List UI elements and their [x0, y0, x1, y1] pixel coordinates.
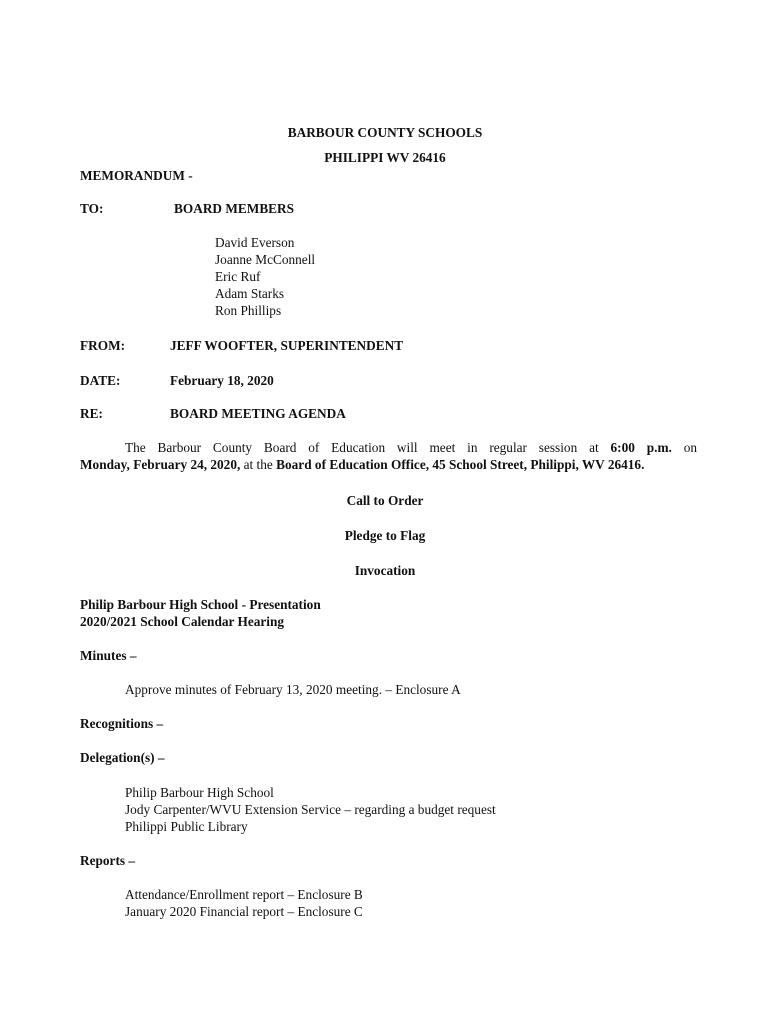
intro-line-2: [80, 456, 697, 473]
delegations-heading: Delegation(s) –: [80, 750, 165, 765]
from-label: FROM:: [80, 338, 126, 353]
meeting-date: Monday, February 24, 2020,: [80, 457, 241, 472]
report-item: Attendance/Enrollment report – Enclosure B: [125, 887, 363, 902]
intro-text: at the: [240, 457, 277, 472]
reports-heading: Reports –: [80, 853, 136, 868]
invocation: Invocation: [354, 563, 416, 578]
recognitions-heading: Recognitions –: [80, 716, 164, 731]
date-label: DATE:: [80, 373, 121, 388]
call-to-order: Call to Order: [346, 493, 424, 508]
board-member-list: [215, 234, 315, 319]
org-city: PHILIPPI WV 26416: [324, 150, 446, 165]
intro-text: The Barbour County Board of Education will meet in regular session at: [125, 440, 611, 455]
to-value: BOARD MEMBERS: [174, 201, 295, 216]
pledge-to-flag: Pledge to Flag: [344, 528, 426, 543]
minutes-heading: Minutes –: [80, 648, 137, 663]
minutes-item: Approve minutes of February 13, 2020 meeting. – Enclosure A: [125, 682, 461, 697]
report-item: January 2020 Financial report – Enclosure C: [125, 904, 363, 919]
to-label: TO:: [80, 201, 104, 216]
board-member: Eric Ruf: [215, 269, 261, 284]
delegation-item: Jody Carpenter/WVU Extension Service – regarding a budget request: [125, 802, 496, 817]
delegation-list: [125, 784, 496, 835]
meeting-time: 6:00 p.m.: [610, 440, 672, 455]
org-name: BARBOUR COUNTY SCHOOLS: [287, 125, 483, 140]
presentation-heading: Philip Barbour High School - Presentation: [80, 597, 321, 612]
date-value: February 18, 2020: [170, 373, 274, 388]
board-member: Joanne McConnell: [215, 252, 316, 267]
delegation-item: Philip Barbour High School: [125, 785, 274, 800]
meeting-location: Board of Education Office, 45 School Street, Philippi, WV 26416.: [276, 457, 645, 472]
intro-paragraph: [80, 439, 697, 473]
delegation-item: Philippi Public Library: [125, 819, 248, 834]
calendar-hearing-heading: 2020/2021 School Calendar Hearing: [80, 614, 285, 629]
intro-line-1: [80, 439, 697, 456]
re-label: RE:: [80, 406, 103, 421]
re-value: BOARD MEETING AGENDA: [170, 406, 346, 421]
board-member: David Everson: [215, 235, 295, 250]
from-value: JEFF WOOFTER, SUPERINTENDENT: [170, 338, 404, 353]
intro-text: on: [671, 440, 697, 455]
report-list: [125, 886, 363, 920]
board-member: Ron Phillips: [215, 303, 282, 318]
memo-title: MEMORANDUM -: [80, 168, 193, 183]
board-member: Adam Starks: [215, 286, 285, 301]
